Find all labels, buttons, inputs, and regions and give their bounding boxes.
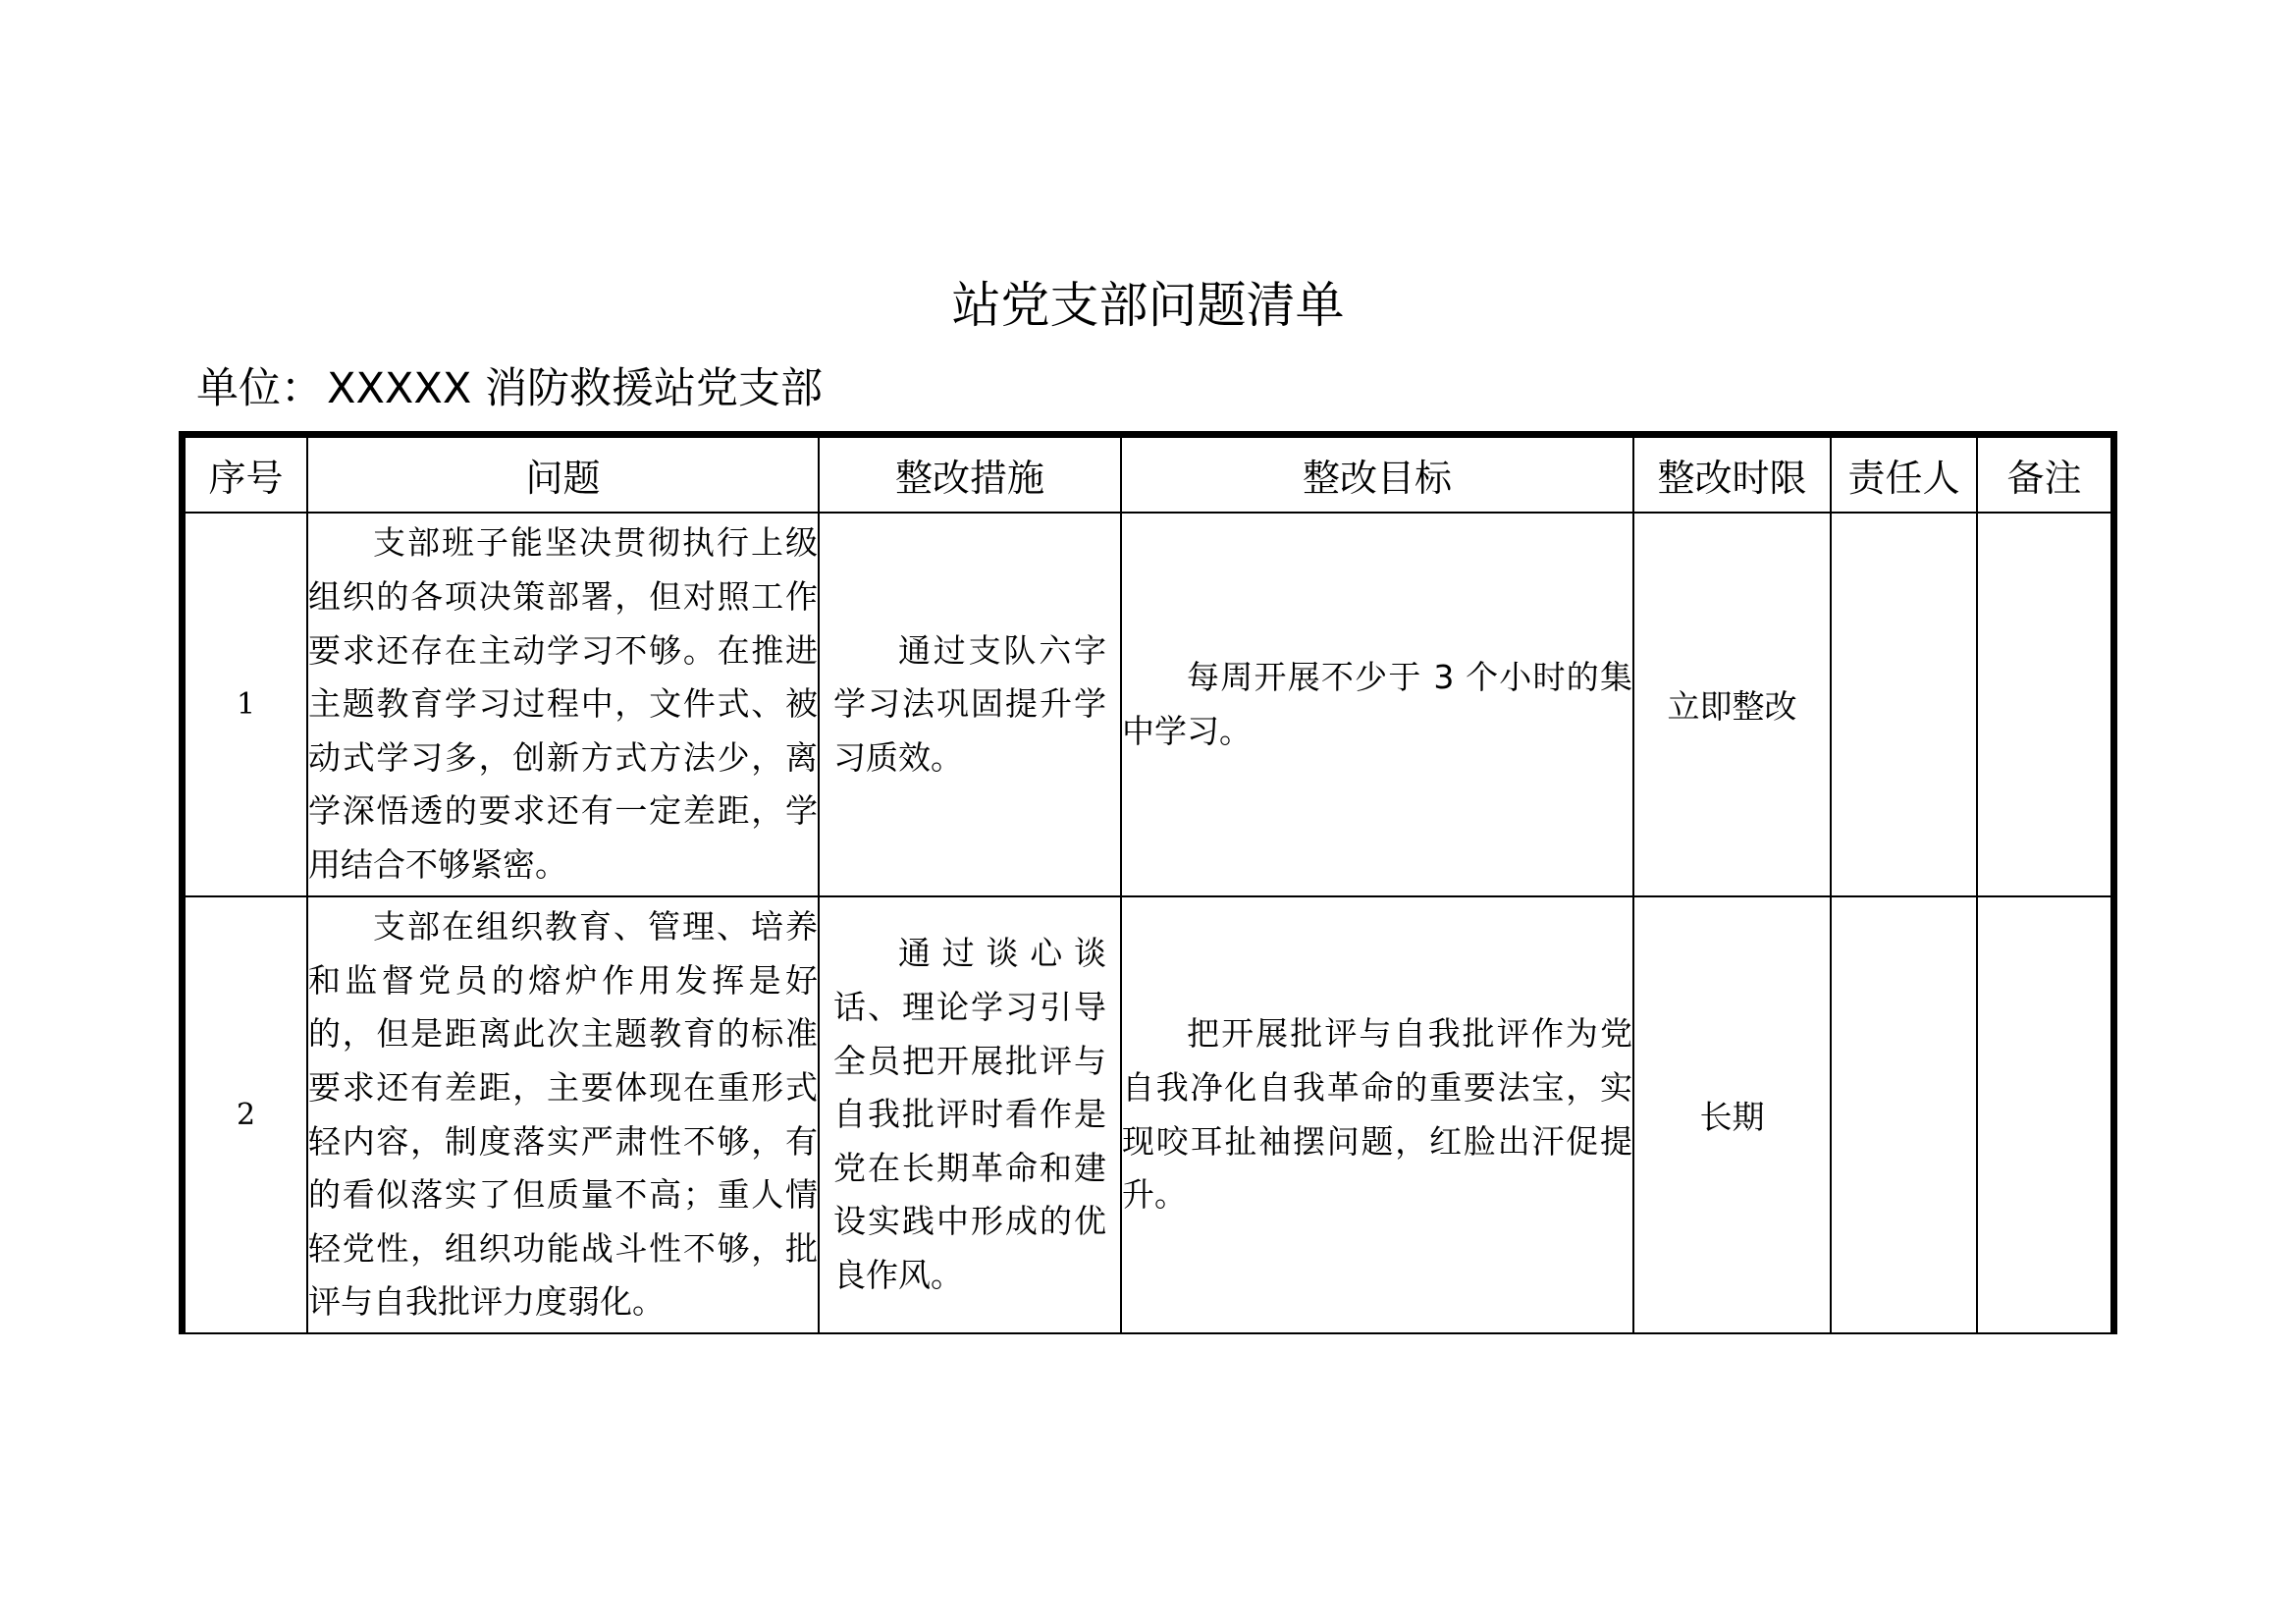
header-measure: 整改措施: [819, 438, 1121, 513]
seq-cell: 1: [186, 513, 307, 896]
remark-cell: [1977, 896, 2110, 1333]
header-seq: 序号: [186, 438, 307, 513]
measure-cell: 通过支队六字学习法巩固提升学习质效。: [819, 513, 1121, 896]
table-header-row: [186, 438, 2110, 513]
header-remark: 备注: [1977, 438, 2110, 513]
unit-value: XXXXX 消防救援站党支部: [327, 364, 823, 413]
goal-cell: 每周开展不少于 3 个小时的集中学习。: [1121, 513, 1633, 896]
issues-table-container: [179, 431, 2117, 1334]
problem-cell: 支部在组织教育、管理、培养和监督党员的熔炉作用发挥是好的，但是距离此次主题教育的标准要求还有差距，主要体现在重形式轻内容，制度落实严肃性不够，有的看似落实了但质量不高；重人情轻党性，组织功能战斗性不够，批评与自我批评力度弱化。: [307, 896, 819, 1333]
owner-cell: [1831, 513, 1977, 896]
goal-cell: 把开展批评与自我批评作为党自我净化自我革命的重要法宝，实现咬耳扯袖摆问题，红脸出汗促提升。: [1121, 896, 1633, 1333]
header-deadline: 整改时限: [1633, 438, 1831, 513]
header-goal: 整改目标: [1121, 438, 1633, 513]
seq-cell: 2: [186, 896, 307, 1333]
header-problem: 问题: [307, 438, 819, 513]
table-row: [186, 896, 2110, 1333]
owner-cell: [1831, 896, 1977, 1333]
unit-line: [196, 357, 823, 420]
table-row: [186, 513, 2110, 896]
deadline-cell: 立即整改: [1633, 513, 1831, 896]
unit-label: 单位：: [196, 364, 323, 413]
deadline-cell: 长期: [1633, 896, 1831, 1333]
page-title: 站党支部问题清单: [951, 277, 1345, 334]
issues-table: [186, 438, 2110, 1334]
header-owner: 责任人: [1831, 438, 1977, 513]
remark-cell: [1977, 513, 2110, 896]
problem-cell: 支部班子能坚决贯彻执行上级组织的各项决策部署，但对照工作要求还存在主动学习不够。在推进主题教育学习过程中，文件式、被动式学习多，创新方式方法少，离学深悟透的要求还有一定差距，学用结合不够紧密。: [307, 513, 819, 896]
measure-cell: 通过谈心谈话、理论学习引导全员把开展批评与自我批评时看作是党在长期革命和建设实践中形成的优良作风。: [819, 896, 1121, 1333]
